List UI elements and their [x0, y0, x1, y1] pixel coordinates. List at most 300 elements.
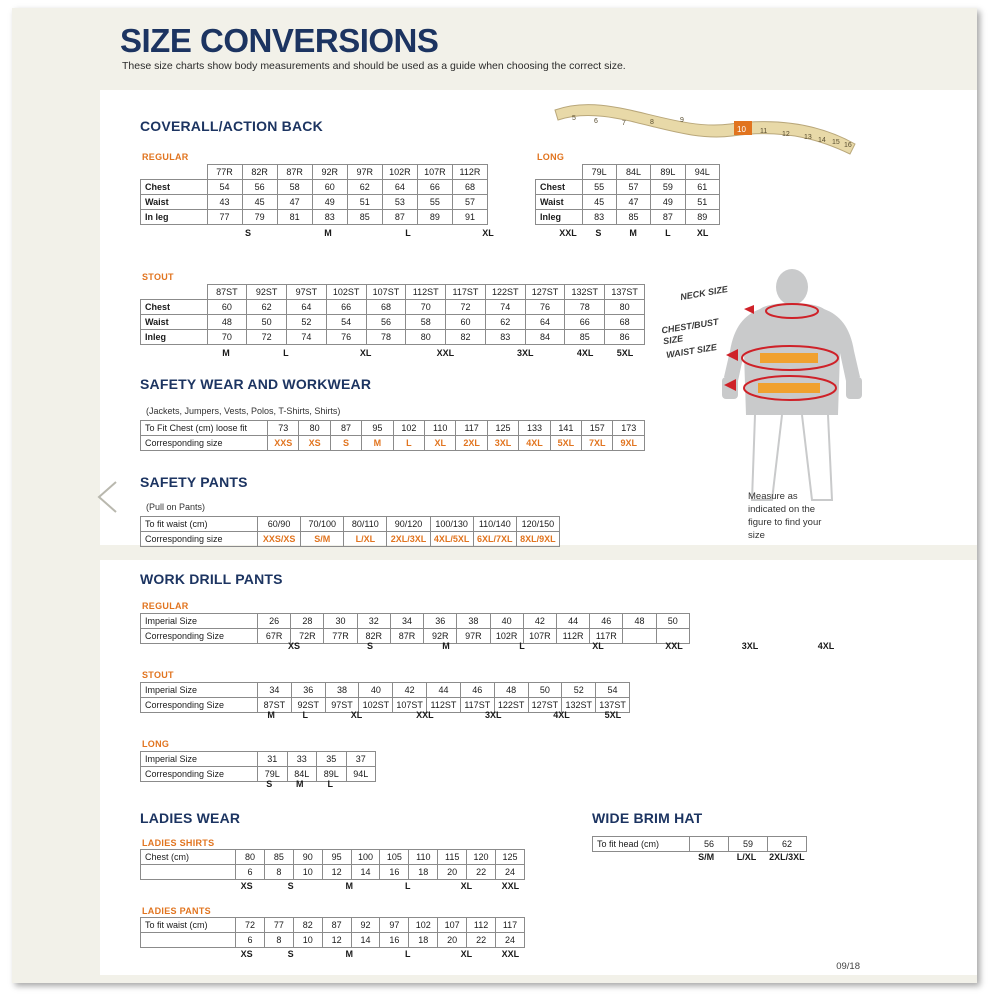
table-cell: 127ST: [525, 285, 565, 300]
table-cell: 38: [457, 614, 490, 629]
section-heading-ladies: LADIES WEAR: [140, 810, 241, 826]
table-cell: 79L: [582, 165, 616, 180]
table-cell: [268, 226, 308, 240]
table-cell: 22: [467, 865, 496, 880]
table-coverall-stout: [140, 284, 645, 345]
label-coverall-regular: REGULAR: [142, 152, 189, 162]
table-cell: 59: [651, 180, 685, 195]
table-cell: 4XL/5XL: [430, 532, 473, 547]
size-row: [141, 436, 645, 451]
table-cell: 137ST: [596, 698, 630, 713]
table-row: [141, 315, 645, 330]
table-cell: 89: [417, 210, 452, 225]
table-cell: 72: [236, 918, 265, 933]
table-cell: 44: [556, 614, 589, 629]
page-subtitle: These size charts show body measurements and should be used as a guide when choosing the correct size.: [122, 60, 626, 72]
table-cell: [592, 850, 686, 864]
table-cell: 141: [550, 421, 581, 436]
table-cell: 14: [351, 865, 380, 880]
table-cell: 16: [380, 933, 409, 948]
table-cell: 59: [729, 837, 768, 852]
table-cell: XS: [299, 436, 330, 451]
table-cell: 64: [382, 180, 417, 195]
size-row: [140, 346, 645, 360]
table-cell: [141, 933, 236, 948]
table-cell: 83: [485, 330, 525, 345]
section-heading-coverall: COVERALL/ACTION BACK: [140, 118, 323, 134]
table-cell: 46: [460, 683, 494, 698]
table-cell: 84: [525, 330, 565, 345]
table-cell: [389, 639, 427, 653]
table-cell: 49: [312, 195, 347, 210]
table-cell: 91: [452, 210, 487, 225]
section-heading-hat: WIDE BRIM HAT: [592, 810, 703, 826]
table-cell: 117: [496, 918, 525, 933]
table-cell: 87R: [277, 165, 312, 180]
table-cell: 62: [485, 315, 525, 330]
table-cell: 117: [456, 421, 487, 436]
table-cell: XS: [240, 949, 253, 959]
note-safetywear: (Jackets, Jumpers, Vests, Polos, T-Shirts, Shirts): [146, 406, 341, 416]
table-coverall-long: [535, 164, 720, 225]
table-coverall-stout-sizes: [140, 346, 645, 360]
table-cell: 47: [277, 195, 312, 210]
table-cell: 24: [496, 865, 525, 880]
table-workdrill-regular-sizes: [140, 639, 845, 653]
table-cell: 36: [291, 683, 325, 698]
table-cell: 89L: [651, 165, 685, 180]
table-cell: 87: [322, 918, 351, 933]
table-cell: To Fit Chest (cm) loose fit: [141, 421, 268, 436]
table-cell: 68: [605, 315, 645, 330]
table-cell: Waist: [141, 315, 208, 330]
svg-text:6: 6: [594, 118, 598, 125]
svg-text:8: 8: [650, 119, 654, 126]
footer-code: 09/18: [836, 961, 860, 972]
table-cell: 100/130: [430, 517, 473, 532]
table-cell: 117R: [590, 629, 623, 644]
table-cell: Chest: [141, 180, 208, 195]
table-cell: 57: [452, 195, 487, 210]
table-cell: 68: [366, 300, 406, 315]
body-figure-graphic: [700, 265, 890, 510]
table-cell: 55: [582, 180, 616, 195]
table-row: [141, 165, 488, 180]
table-cell: 3XL: [487, 436, 518, 451]
table-cell: 100: [351, 850, 380, 865]
table-safetypants: [140, 516, 560, 547]
table-cell: 80: [299, 421, 330, 436]
table-cell: 110: [409, 850, 438, 865]
table-cell: 26: [258, 614, 291, 629]
table-cell: 4XL: [576, 348, 594, 358]
table-cell: Chest: [536, 180, 583, 195]
table-cell: 110: [425, 421, 456, 436]
table-cell: [617, 639, 655, 653]
table-cell: M: [267, 710, 275, 720]
svg-text:14: 14: [818, 137, 826, 144]
svg-text:9: 9: [680, 117, 684, 124]
table-cell: 85: [347, 210, 382, 225]
table-cell: 157: [582, 421, 613, 436]
table-cell: 60/90: [258, 517, 301, 532]
table-cell: [140, 346, 206, 360]
svg-text:13: 13: [804, 134, 812, 141]
table-ladies-shirts: [140, 849, 525, 880]
table-cell: 50: [528, 683, 562, 698]
table-cell: 70: [207, 330, 247, 345]
svg-text:15: 15: [832, 139, 840, 146]
table-cell: Corresponding size: [141, 532, 258, 547]
table-cell: 56: [242, 180, 277, 195]
table-cell: 77: [207, 210, 242, 225]
table-cell: S: [244, 228, 251, 238]
table-cell: 85: [264, 850, 293, 865]
table-cell: Corresponding Size: [141, 629, 258, 644]
table-cell: 89: [685, 210, 719, 225]
table-cell: L: [327, 779, 333, 789]
table-cell: L: [302, 710, 308, 720]
table-cell: 107R: [417, 165, 452, 180]
table-cell: 42: [523, 614, 556, 629]
table-cell: 87ST: [207, 285, 247, 300]
table-cell: 74: [287, 330, 327, 345]
table-cell: 90: [293, 850, 322, 865]
table-cell: 87ST: [258, 698, 292, 713]
table-cell: M: [442, 641, 450, 651]
table-cell: 132ST: [565, 285, 605, 300]
label-ladies-shirts: LADIES SHIRTS: [142, 838, 215, 848]
table-cell: [536, 165, 583, 180]
table-cell: 66: [417, 180, 452, 195]
table-cell: XL: [460, 949, 473, 959]
table-ladies-pants-sizes: [140, 947, 525, 961]
table-cell: 97: [380, 918, 409, 933]
table-cell: M: [345, 949, 353, 959]
section-heading-workdrill: WORK DRILL PANTS: [140, 571, 283, 587]
size-row: [535, 226, 720, 240]
table-cell: Imperial Size: [141, 752, 258, 767]
table-cell: 132ST: [562, 698, 596, 713]
table-cell: 60: [312, 180, 347, 195]
table-row: [141, 210, 488, 225]
table-cell: XL: [592, 641, 604, 651]
table-cell: 5XL: [550, 436, 581, 451]
table-cell: 40: [359, 683, 393, 698]
table-cell: 67R: [258, 629, 291, 644]
table-cell: XL: [359, 348, 372, 358]
table-cell: 54: [207, 180, 242, 195]
table-cell: 82R: [242, 165, 277, 180]
table-cell: 54: [596, 683, 630, 698]
table-cell: 95: [322, 850, 351, 865]
table-cell: 53: [382, 195, 417, 210]
table-cell: 112: [467, 918, 496, 933]
table-cell: [313, 639, 351, 653]
table-cell: Inleg: [141, 330, 208, 345]
table-cell: L: [519, 641, 525, 651]
table-cell: To fit head (cm): [593, 837, 690, 852]
table-cell: 9XL: [613, 436, 645, 451]
table-cell: 2XL/3XL: [769, 852, 805, 862]
table-cell: 58: [277, 180, 312, 195]
table-cell: 92R: [312, 165, 347, 180]
table-cell: 125: [496, 850, 525, 865]
table-cell: 85: [565, 330, 605, 345]
table-cell: 94L: [685, 165, 719, 180]
svg-text:10: 10: [737, 125, 746, 134]
table-cell: 80: [236, 850, 265, 865]
table-cell: 78: [565, 300, 605, 315]
table-cell: 44: [427, 683, 461, 698]
table-cell: S: [595, 228, 602, 238]
callout-chest: CHEST/BUST SIZE: [660, 316, 720, 347]
size-row: [141, 532, 560, 547]
table-cell: 18: [409, 933, 438, 948]
table-row: [141, 933, 525, 948]
table-cell: [428, 226, 468, 240]
table-cell: 97R: [457, 629, 490, 644]
table-cell: 24: [496, 933, 525, 948]
table-hat-sizes: [592, 850, 807, 864]
table-cell: 102: [409, 918, 438, 933]
table-cell: 92ST: [291, 698, 325, 713]
svg-text:11: 11: [760, 128, 768, 135]
table-cell: 51: [685, 195, 719, 210]
table-cell: 76: [326, 330, 366, 345]
table-cell: 60: [446, 315, 486, 330]
table-ladies-shirts-sizes: [140, 879, 525, 893]
table-cell: S: [287, 881, 294, 891]
table-cell: 30: [324, 614, 357, 629]
table-row: [141, 180, 488, 195]
table-cell: 6: [236, 933, 265, 948]
table-cell: 48: [623, 614, 656, 629]
table-cell: XS: [287, 641, 300, 651]
table-cell: 66: [565, 315, 605, 330]
table-cell: L: [283, 348, 289, 358]
table-cell: 133: [519, 421, 550, 436]
table-cell: 117ST: [446, 285, 486, 300]
table-cell: 54: [326, 315, 366, 330]
table-cell: 77: [264, 918, 293, 933]
table-cell: [140, 947, 232, 961]
table-row: [141, 195, 488, 210]
table-cell: 18: [409, 865, 438, 880]
table-cell: 40: [490, 614, 523, 629]
table-cell: L: [405, 228, 411, 238]
table-cell: 68: [452, 180, 487, 195]
table-cell: [140, 708, 254, 722]
table-cell: S: [266, 779, 273, 789]
table-cell: 36: [424, 614, 457, 629]
table-cell: Waist: [536, 195, 583, 210]
table-cell: 107R: [523, 629, 556, 644]
table-cell: 43: [207, 195, 242, 210]
table-cell: L/XL: [736, 852, 757, 862]
note-safetypants: (Pull on Pants): [146, 502, 206, 512]
table-cell: 12: [322, 865, 351, 880]
table-cell: 70/100: [301, 517, 344, 532]
table-cell: 78: [366, 330, 406, 345]
table-row: [141, 330, 645, 345]
table-cell: 28: [291, 614, 324, 629]
table-cell: 56: [366, 315, 406, 330]
table-cell: XXL: [559, 228, 577, 238]
table-cell: 79L: [258, 767, 288, 782]
table-cell: 52: [562, 683, 596, 698]
table-cell: 102ST: [359, 698, 393, 713]
table-cell: 22: [467, 933, 496, 948]
table-cell: 72R: [291, 629, 324, 644]
table-cell: M: [362, 436, 393, 451]
table-row: [141, 614, 690, 629]
table-row: [536, 195, 720, 210]
table-cell: 102ST: [326, 285, 366, 300]
table-coverall-long-sizes: [535, 226, 720, 240]
table-cell: 8XL/9XL: [516, 532, 559, 547]
table-row: [141, 285, 645, 300]
table-cell: 45: [242, 195, 277, 210]
table-cell: L/XL: [344, 532, 387, 547]
table-cell: 61: [685, 180, 719, 195]
table-cell: 16: [380, 865, 409, 880]
table-cell: 46: [590, 614, 623, 629]
table-cell: 58: [406, 315, 446, 330]
table-cell: 117ST: [460, 698, 494, 713]
table-cell: 3XL: [516, 348, 534, 358]
table-cell: 97ST: [287, 285, 327, 300]
table-cell: 5XL: [616, 348, 634, 358]
table-cell: [206, 226, 228, 240]
table-cell: 107ST: [366, 285, 406, 300]
size-row: [592, 850, 807, 864]
table-cell: S: [330, 436, 361, 451]
table-cell: XL: [350, 710, 363, 720]
table-cell: 83: [582, 210, 616, 225]
table-cell: 82R: [357, 629, 390, 644]
table-cell: L: [665, 228, 671, 238]
table-cell: 80: [406, 330, 446, 345]
table-cell: 6XL/7XL: [473, 532, 516, 547]
size-row: [140, 639, 845, 653]
table-cell: XL: [460, 881, 473, 891]
table-cell: Chest (cm): [141, 850, 236, 865]
table-cell: 112ST: [427, 698, 461, 713]
measuring-tape-graphic: [550, 92, 860, 157]
table-cell: 51: [347, 195, 382, 210]
table-cell: 127ST: [528, 698, 562, 713]
table-cell: [348, 226, 388, 240]
table-cell: 42: [393, 683, 427, 698]
table-row: [536, 165, 720, 180]
table-cell: 173: [613, 421, 645, 436]
size-row: [140, 879, 525, 893]
table-cell: 81: [277, 210, 312, 225]
svg-text:12: 12: [782, 131, 790, 138]
table-cell: 77R: [207, 165, 242, 180]
table-cell: L: [405, 881, 411, 891]
table-cell: 120: [467, 850, 496, 865]
table-cell: [140, 226, 206, 240]
svg-text:16: 16: [844, 142, 852, 149]
table-cell: 74: [485, 300, 525, 315]
table-cell: Imperial Size: [141, 614, 258, 629]
table-cell: [541, 639, 579, 653]
table-cell: XXS: [268, 436, 299, 451]
table-cell: 4XL: [553, 710, 570, 720]
table-cell: 107ST: [393, 698, 427, 713]
table-cell: 56: [690, 837, 729, 852]
table-ladies-pants: [140, 917, 525, 948]
table-row: [141, 300, 645, 315]
table-cell: [140, 777, 254, 791]
table-cell: 34: [258, 683, 292, 698]
table-cell: 62: [347, 180, 382, 195]
table-cell: 85: [616, 210, 650, 225]
table-cell: 122ST: [485, 285, 525, 300]
table-cell: XL: [696, 228, 709, 238]
table-cell: 77R: [324, 629, 357, 644]
size-row: [140, 777, 376, 791]
table-cell: 33: [287, 752, 317, 767]
table-cell: Chest: [141, 300, 208, 315]
table-cell: 10: [293, 933, 322, 948]
left-arrow-icon: [96, 480, 118, 514]
table-cell: 3XL: [741, 641, 759, 651]
table-cell: 72: [446, 300, 486, 315]
table-cell: 64: [287, 300, 327, 315]
label-coverall-stout: STOUT: [142, 272, 174, 282]
table-cell: [141, 865, 236, 880]
table-cell: 64: [525, 315, 565, 330]
table-cell: 89L: [317, 767, 347, 782]
table-cell: 112R: [556, 629, 589, 644]
table-cell: XXL: [665, 641, 683, 651]
table-cell: 20: [438, 933, 467, 948]
table-cell: 38: [325, 683, 359, 698]
table-cell: 12: [322, 933, 351, 948]
table-cell: 112ST: [406, 285, 446, 300]
table-row: [536, 210, 720, 225]
table-cell: 125: [487, 421, 518, 436]
table-cell: 86: [605, 330, 645, 345]
table-cell: 95: [362, 421, 393, 436]
table-row: [141, 683, 630, 698]
table-cell: 72: [247, 330, 287, 345]
table-cell: 70: [406, 300, 446, 315]
table-cell: To fit waist (cm): [141, 918, 236, 933]
table-row: [141, 421, 645, 436]
table-cell: 92: [351, 918, 380, 933]
svg-text:7: 7: [622, 120, 626, 127]
table-cell: 102R: [382, 165, 417, 180]
table-cell: 4XL: [519, 436, 550, 451]
table-cell: S/M: [301, 532, 344, 547]
table-cell: 76: [525, 300, 565, 315]
table-cell: 6: [236, 865, 265, 880]
table-cell: 7XL: [582, 436, 613, 451]
table-cell: 37: [346, 752, 376, 767]
table-coverall-regular: [140, 164, 488, 225]
section-heading-safetypants: SAFETY PANTS: [140, 474, 248, 490]
table-cell: XXS/XS: [258, 532, 301, 547]
table-cell: [535, 226, 581, 240]
table-row: [141, 517, 560, 532]
label-workdrill-regular: REGULAR: [142, 601, 189, 611]
table-cell: [254, 639, 275, 653]
table-cell: XL: [425, 436, 456, 451]
